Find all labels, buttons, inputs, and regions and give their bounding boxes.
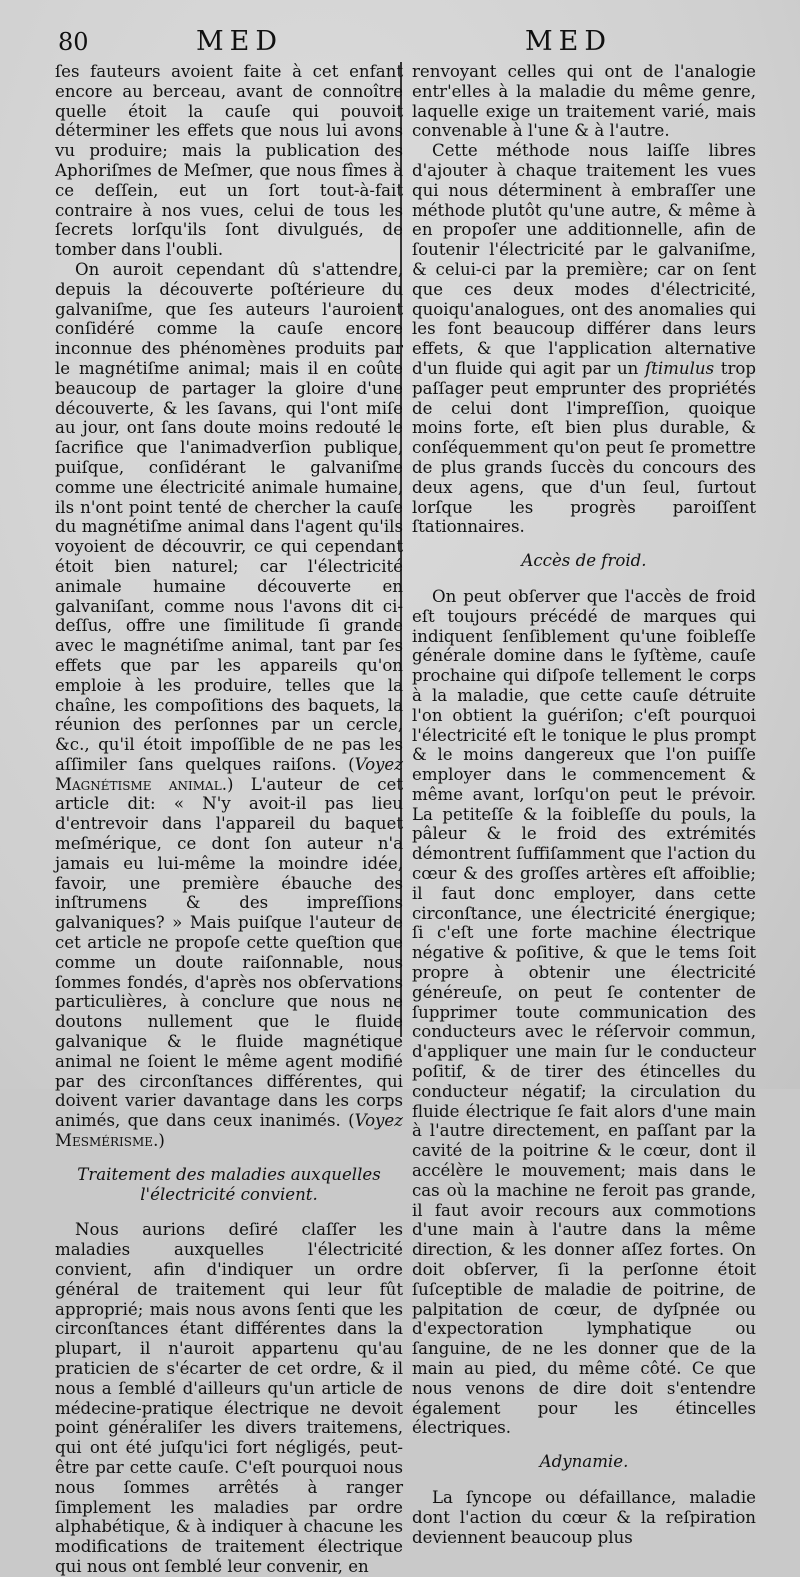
right-column <box>412 62 756 1547</box>
section-heading: Accès de froid. <box>521 551 647 571</box>
paragraph: ſes fauteurs avoient faite à cet enfant encore au berceau, avant de connoître quelle étoit la cauſe qui pouvoit déterminer les effets que nous lui avons vu produire; mais la publication des Aphoriſmes de Meſmer, que nous fîmes à ce deſſein, eut un ſort tout-à-fait contraire à nos vues, celui de tous les ſecrets lorſqu'ils ſont divulgués, de tomber dans l'oubli. <box>55 62 403 260</box>
voyez-text: Voyez <box>354 754 403 774</box>
page-number: 80 <box>58 28 89 56</box>
running-head-left: MED <box>196 26 284 57</box>
cross-reference: Magnétisme animal <box>55 774 222 794</box>
left-column <box>55 62 403 1577</box>
paragraph: Nous aurions deſiré claſſer les maladies auxquelles l'électricité convient, afin d'indiquer un ordre général de traitement qui leur fût approprié; mais nous avons ſenti que les circonſtances étant différentes dans la plupart, il n'auroit appartenu qu'au praticien de s'écarter de cet ordre, & il nous a ſemblé d'ailleurs qu'un article de médecine-pratique électrique ne devoit point généraliſer les divers traitemens, qui ont été juſqu'ici fort négligés, peut-être par cette cauſe. C'eſt pourquoi nous nous ſommes arrêtés à ranger ſimplement les maladies par ordre alphabétique, & à indiquer à chacune les modifications de traitement électrique qui nous ont ſemblé leur convenir, en <box>55 1220 403 1576</box>
cross-reference: Mesmérisme <box>55 1131 154 1151</box>
section-heading: Adynamie. <box>539 1452 629 1472</box>
page-header <box>0 26 800 62</box>
section-heading: Traitement des maladies auxquelles l'électricité convient. <box>77 1164 381 1204</box>
paragraph: renvoyant celles qui ont de l'analogie entr'elles à la maladie du même genre, laquelle exige un traitement varié, mais convenable à l'une & à l'autre. <box>412 62 756 141</box>
stimulus-term: ſtimulus <box>645 358 715 378</box>
paragraph: On auroit cependant dû s'attendre, depuis la découverte poſtérieure du galvaniſme, que ſes auteurs l'auroient conſidéré comme la cauſe encore inconnue des phénomènes produits par le magnétiſme animal; mais il en coûte beaucoup de partager la gloire d'une découverte, & les ſavans, qui l'ont miſe au jour, ont ſans doute moins redouté le ſacrifice que l'animadverſion publique, puiſque, conſidérant le galvaniſme comme une électricité animale humaine, ils n'ont point tenté de chercher la cauſe du magnétiſme animal dans l'agent qu'ils voyoient de découvrir, ce qui cependant étoit bien naturel; car l'électricité animale humaine découverte en galvaniſant, comme nous l'avons dit ci-deſſus, offre une ſimilitude ſi grande avec le magnétiſme animal, tant par ſes effets que par les appareils qu'on emploie à les produire, telles que la chaîne, les compoſitions des baquets, la réunion des perſonnes par un cercle, &c., qu'il étoit impoſſible de ne pas les aſſimiler ſans quelques raiſons. (Voyez Magnétisme animal.) L'auteur de cet article dit: « N'y avoit-il pas lieu d'entrevoir dans l'appareil du baquet meſmérique, ce dont ſon auteur n'a jamais eu lui-même la moindre idée, favoir, une première ébauche des inſtrumens & des impreſſions galvaniques? » Mais puiſque l'auteur de cet article ne propoſe cette queſtion que comme un doute raiſonnable, nous ſommes fondés, d'après nos obſervations particulières, à conclure que nous ne doutons nullement que le fluide galvanique & le fluide magnétique animal ne ſoient le même agent modifié par des circonſtances différentes, qui doivent varier davantage dans les corps animés, que dans ceux inanimés. (Voyez Mesmérisme.) <box>55 259 403 1151</box>
paragraph: Cette méthode nous laiſſe libres d'ajouter à chaque traitement les vues qui nous déterminent à embraſſer une méthode plutôt qu'une autre, & même à en propoſer une additionnelle, afin de ſoutenir l'électricité par le galvaniſme, & celui-ci par la première; car on ſent que ces deux modes d'électricité, quoiqu'analogues, ont des anomalies qui les font beaucoup différer dans leurs effets, & que l'application alternative d'un fluide qui agit par un ſtimulus trop paſſager peut emprunter des propriétés de celui dont l'impreſſion, quoique moins forte, eſt bien plus durable, & conſéquemment qu'on peut ſe promettre de plus grands ſuccès du concours des deux agens, que d'un ſeul, ſurtout lorſque les progrès paroiſſent ſtationnaires. <box>412 141 757 537</box>
running-head-right: MED <box>525 26 613 57</box>
paragraph: La ſyncope ou défaillance, maladie dont l'action du cœur & la reſpiration deviennent beaucoup plus <box>412 1487 756 1547</box>
voyez-text: Voyez <box>354 1111 403 1131</box>
paragraph: On peut obſerver que l'accès de froid eſt toujours précédé de marques qui indiquent ſenſiblement qu'une foibleſſe générale domine dans le ſyſtème, cauſe prochaine qui diſpoſe tellement le corps à la maladie, que cette cauſe détruite l'on obtient la guériſon; c'eſt pourquoi l'électricité eſt le tonique le plus prompt & le moins dangereux que l'on puiſſe employer dans le commencement & même avant, lorſqu'on peut le prévoir. La petiteſſe & la foibleſſe du pouls, la pâleur & le froid des extrémités démontrent ſuffiſamment que l'action du cœur & des groſſes artères eſt affoiblie; il faut donc employer, dans cette circonſtance, une électricité énergique; ſi c'eſt une forte machine électrique négative & poſitive, & que le tems ſoit propre à obtenir une électricité généreuſe, on peut ſe contenter de ſupprimer toute communication des conducteurs avec le réſervoir commun, d'appliquer une main ſur le conducteur poſitif, & de tirer des étincelles du conducteur négatif; la circulation du fluide électrique ſe fait alors d'une main à l'autre directement, en paſſant par la cavité de la poitrine & le cœur, dont il accélère le mouvement; mais dans le cas où la machine ne feroit pas grande, il faut avoir recours aux commotions d'une main à l'autre dans la même direction, & les donner aſſez fortes. On doit obſerver, ſi la perſonne étoit ſuſceptible de maladie de poitrine, de palpitation de cœur, de dyſpnée ou d'expectoration lymphatique ou ſanguine, de ne les donner que de la main au pied, du même côté. Ce que nous venons de dire doit s'entendre également pour les étincelles électriques. <box>412 586 756 1438</box>
